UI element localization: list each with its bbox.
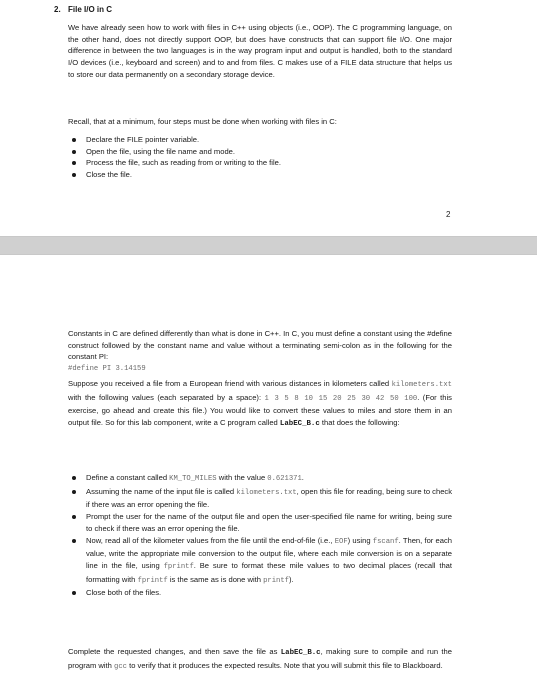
bullet-icon [72,591,76,595]
text-run: Now, read all of the kilometer values from the file until the end-of-file (i.e., [86,535,335,545]
inline-code: fprintf [137,576,168,585]
list-item [68,157,452,169]
define-code-line: #define PI 3.14159 [68,365,146,373]
text-run: Prompt the user for the name of the output file and open the user-specified file name for writing, being sure to check if there was an error opening the file. [86,512,452,533]
text-run: . Then, for each value, write the appropriate mile conversion to the output file, where each mile conversion is on a separate line in the file, using [86,535,452,570]
bullet-icon [72,150,76,154]
list-item [68,511,452,534]
text-run: ) using [347,535,373,545]
inline-code: gcc [114,662,127,671]
requirements-list [68,472,452,599]
steps-intro-paragraph: Recall, that at a minimum, four steps must be done when working with files in C: [68,117,337,126]
text-run: , making sure to compile and run the program with [68,647,452,670]
inline-code: KM_TO_MILES [169,475,217,483]
bullet-icon [72,490,76,494]
task-paragraph [68,378,452,431]
bullet-icon [72,515,76,519]
intro-paragraph: We have already seen how to work with files in C++ using objects (i.e., OOP). The C programming language, on the other hand, does not directly support OOP, but does have constructs that can support file I/O. One major difference in between the two languages is in the way program input and output is handled, both to the standard I/O devices (i.e., keyboard and screen) and to and from files. C makes use of a FILE data structure that helps us to store our data permanently on a secondary storage device. [68,23,452,79]
text-run: Suppose you received a file from a European friend with various distances in kilometers called [68,379,392,388]
list-item-text: Declare the FILE pointer variable. [86,135,200,144]
constants-paragraph: Constants in C are defined differently than what is done in C++. In C, you must define a constant using the #define construct followed by the constant name and value without a terminating semi-colon as in the following for the constant PI: [68,329,453,362]
inline-code: printf [263,576,289,585]
page-separator [0,237,537,254]
list-item [68,146,452,158]
page-number: 2 [446,210,451,219]
text-run: Define a constant called [86,473,170,482]
list-item [68,472,452,486]
inline-code-bold: LabEC_B.c [279,420,320,429]
list-item-text: Process the file, such as reading from or writing to the file. [86,158,281,168]
text-run: , open this file for reading, being sure to check if there was an error opening the file. [86,486,453,510]
text-run: with the value [216,473,268,482]
list-item [68,535,452,588]
text-run: is the same as is done with [167,574,264,584]
list-item [68,486,452,511]
bullet-icon [72,539,76,543]
inline-code: 0.621371 [267,475,302,483]
bullet-icon [72,161,76,165]
bullet-icon [72,476,76,480]
inline-code-bold: LabEC_B.c [280,649,321,657]
text-run: Assuming the name of the input file is called [86,486,237,496]
inline-code: fprintf [163,562,194,571]
submission-paragraph [68,646,452,673]
inline-code: kilometers.txt [236,488,297,497]
bullet-icon [72,138,76,142]
inline-code: kilometers.txt [391,381,452,389]
text-run: that does the following: [319,418,400,428]
text-run: ). [288,574,294,584]
list-item [68,587,452,599]
list-item-text: Close the file. [86,170,133,180]
text-run: . (For this exercise, go ahead and create this file.) You would like to convert these values to miles and store them in an output file. So for this lab component, write a C program called [68,392,452,428]
document-page-2 [0,254,537,700]
text-run: Close both of the files. [86,588,162,598]
list-item [68,134,452,146]
section-number: 2. [54,5,61,14]
bullet-icon [72,173,76,177]
section-title: File I/O in C [68,5,113,14]
inline-code: 1 3 5 8 10 15 20 25 30 42 50 100 [264,394,418,403]
text-run: to verify that it produces the expected results. Note that you will submit this file to Blackboard. [126,660,443,670]
text-run: with the following values (each separated by a space): [68,392,265,402]
inline-code: EOF [334,537,348,546]
section-heading [54,5,112,14]
document-page-1 [0,0,537,237]
steps-list [68,134,452,181]
list-item-text: Open the file, using the file name and mode. [86,146,236,156]
list-item [68,169,452,181]
text-run: . Be sure to format these mile values to two decimal places (recall that formatting with [86,560,453,584]
text-run: . [301,473,304,482]
inline-code: fscanf [372,537,399,546]
text-run: Complete the requested changes, and then save the file as [68,647,281,656]
